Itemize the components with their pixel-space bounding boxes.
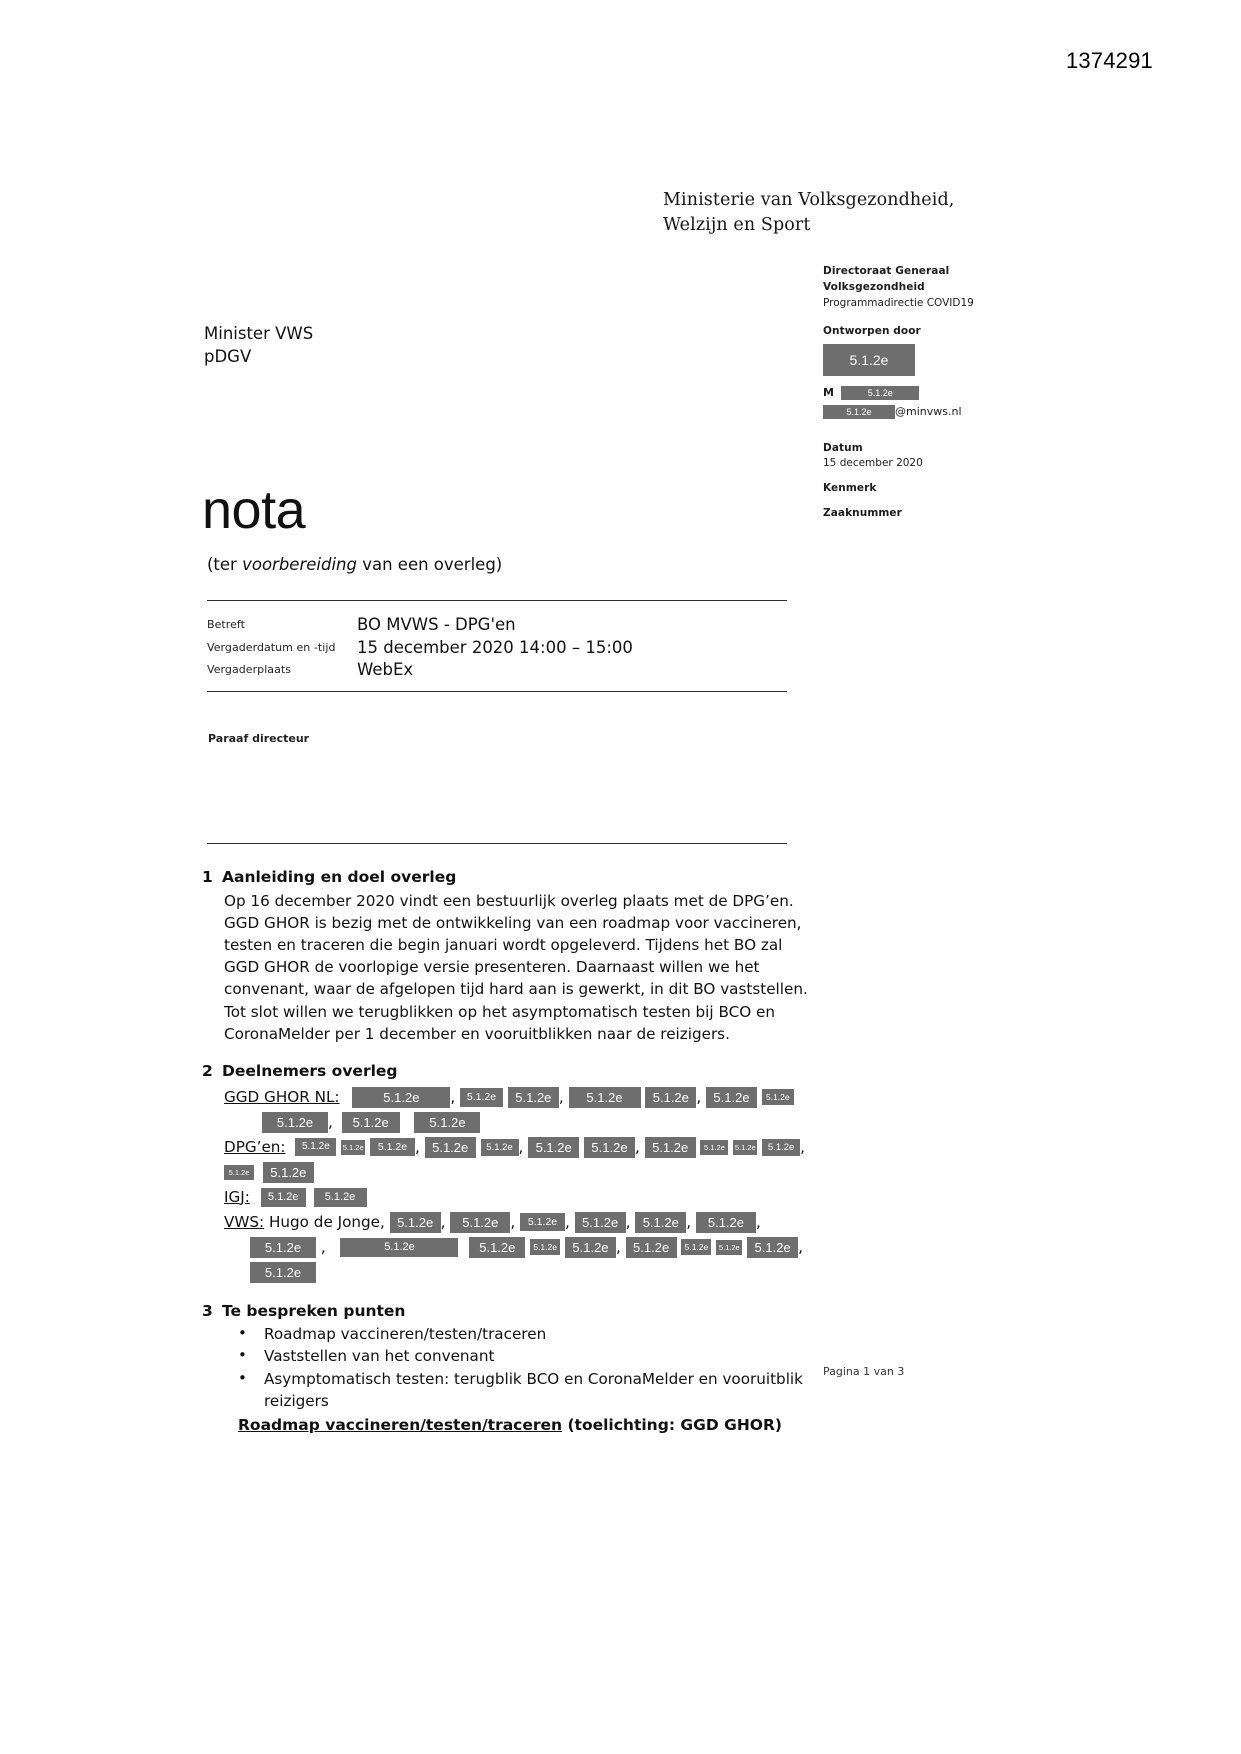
betreft-value: BO MVWS - DPG'en	[357, 615, 516, 634]
addressee-line-1: Minister VWS	[204, 324, 314, 343]
redaction-box: 5.1.2e	[530, 1239, 560, 1255]
list-item	[238, 1345, 812, 1367]
redaction-box: 5.1.2e	[370, 1138, 415, 1156]
zaaknummer-label: Zaaknummer	[823, 506, 902, 519]
participant-group-vws	[224, 1210, 812, 1235]
bullet-icon: •	[238, 1324, 247, 1343]
betreft-label: Betreft	[207, 618, 246, 631]
redaction-box: 5.1.2e	[528, 1137, 579, 1158]
roadmap-rest-label: (toelichting: GGD GHOR)	[562, 1415, 783, 1434]
redaction-box: 5.1.2e	[481, 1139, 519, 1156]
separator: ,	[518, 1137, 524, 1156]
table-row	[207, 637, 633, 660]
redaction-box: 5.1.2e	[263, 1162, 314, 1183]
ministry-line-2: Welzijn en Sport	[663, 215, 811, 236]
redaction-box: 5.1.2e	[716, 1240, 742, 1255]
separator: ,	[316, 1237, 326, 1256]
divider-top	[207, 600, 787, 601]
page-footer: Pagina 1 van 3	[823, 1365, 905, 1378]
directorate-line-2: Volksgezondheid	[823, 280, 925, 293]
redaction-box: 5.1.2e	[342, 1112, 400, 1133]
redaction-box: 5.1.2e	[340, 1238, 458, 1257]
section-3-number: 3	[202, 1301, 213, 1320]
participant-group-vws-cont-1	[250, 1235, 812, 1260]
list-item	[238, 1368, 812, 1412]
section-1-paragraph: Op 16 december 2020 vindt een bestuurlijk overleg plaats met de DPG’en. GGD GHOR is bezig met de ontwikkeling van een roadmap voor vaccineren, testen en traceren die begin januari wordt opgeleverd. Tijdens het BO zal GGD GHOR de voorlopige versie presenteren. Daarnaast willen we het convenant, waar de afgelopen tijd hard aan is gewerkt, in dit BO vaststellen. Tot slot willen we terugblikken op het asymptomatisch testen bij BCO en CoronaMelder per 1 december en vooruitblikken naar de reizigers.	[224, 891, 808, 1043]
redaction-box: 5.1.2e	[645, 1087, 696, 1108]
redaction-box: 5.1.2e	[469, 1237, 525, 1258]
redaction-box: 5.1.2e	[635, 1212, 686, 1233]
section-3-heading	[202, 1300, 812, 1323]
separator: ,	[696, 1087, 702, 1106]
separator: ,	[625, 1212, 631, 1231]
redaction-box: 5.1.2e	[390, 1212, 441, 1233]
ministry-line-1: Ministerie van Volksgezondheid,	[663, 190, 955, 210]
redaction-box: 5.1.2e	[584, 1137, 635, 1158]
redaction-email-user: 5.1.2e	[823, 405, 895, 419]
addressee-block	[204, 322, 313, 369]
redaction-box: 5.1.2e	[696, 1212, 756, 1233]
discussion-points-list	[202, 1323, 812, 1412]
separator: ,	[564, 1212, 570, 1231]
participants-list	[224, 1085, 812, 1285]
paraaf-directeur-label: Paraaf directeur	[208, 732, 310, 745]
redaction-box: 5.1.2e	[341, 1140, 365, 1155]
redaction-box: 5.1.2e	[250, 1262, 316, 1283]
table-row	[207, 614, 633, 637]
participant-group-ggd-ghor-cont	[262, 1110, 812, 1135]
meeting-details	[207, 614, 633, 682]
email-domain: @minvws.nl	[895, 404, 962, 418]
participant-label-ggd-ghor: GGD GHOR NL:	[224, 1087, 340, 1106]
bullet-icon: •	[238, 1346, 247, 1365]
redaction-box: 5.1.2e	[224, 1165, 254, 1180]
section-1-heading	[202, 866, 812, 889]
redaction-designed-by: 5.1.2e	[823, 344, 915, 376]
meeting-datetime-value: 15 december 2020 14:00 – 15:00	[357, 637, 633, 657]
redaction-box: 5.1.2e	[733, 1140, 757, 1155]
kenmerk-label: Kenmerk	[823, 482, 877, 494]
subtitle-pre: (ter	[207, 555, 243, 574]
date-label: Datum	[823, 441, 863, 454]
meeting-datetime-label: Vergaderdatum en -tijd	[207, 640, 336, 654]
date-value: 15 december 2020	[823, 457, 923, 470]
directorate-line-1: Directoraat Generaal	[823, 265, 950, 277]
section-2-number: 2	[202, 1061, 213, 1080]
list-item-label: Asymptomatisch testen: terugblik BCO en CoronaMelder en vooruitblik reizigers	[264, 1369, 803, 1410]
participant-group-ggd-ghor	[224, 1085, 812, 1110]
redaction-box: 5.1.2e	[425, 1137, 476, 1158]
list-item-label: Roadmap vaccineren/testen/traceren	[264, 1325, 547, 1344]
redaction-box: 5.1.2e	[508, 1087, 559, 1108]
divider-middle	[207, 691, 787, 692]
redaction-box: 5.1.2e	[762, 1089, 794, 1105]
redaction-box: 5.1.2e	[250, 1237, 316, 1258]
section-2-title: Deelnemers overleg	[222, 1061, 398, 1080]
divider-body	[207, 843, 787, 844]
addressee-line-2: pDGV	[204, 347, 252, 367]
separator: ,	[798, 1237, 803, 1256]
section-1-title: Aanleiding en doel overleg	[222, 868, 457, 886]
redaction-box: 5.1.2e	[460, 1088, 503, 1107]
redaction-box: 5.1.2e	[706, 1087, 757, 1108]
participant-group-vws-cont-2	[250, 1260, 812, 1285]
ministry-wordmark	[663, 188, 954, 239]
redaction-phone: 5.1.2e	[841, 386, 919, 400]
meeting-place-label: Vergaderplaats	[207, 663, 292, 676]
roadmap-underlined-label: Roadmap vaccineren/testen/traceren	[238, 1415, 563, 1434]
phone-prefix: M	[823, 386, 834, 399]
separator: ,	[510, 1212, 516, 1231]
subtitle-emphasis: voorbereiding	[242, 555, 357, 574]
redaction-box: 5.1.2e	[262, 1112, 328, 1133]
roadmap-subheading	[238, 1414, 812, 1437]
document-number: 1374291	[1065, 48, 1153, 73]
separator: ,	[755, 1212, 761, 1231]
redaction-box: 5.1.2e	[747, 1237, 798, 1258]
redaction-box: 5.1.2e	[520, 1213, 565, 1231]
separator: ,	[635, 1137, 640, 1156]
page-subtitle	[207, 555, 502, 574]
separator: ,	[615, 1237, 621, 1256]
separator: ,	[328, 1112, 333, 1131]
section-2-heading	[202, 1060, 812, 1083]
redaction-box: 5.1.2e	[626, 1237, 677, 1258]
redaction-box: 5.1.2e	[575, 1212, 626, 1233]
participant-label-igj: IGJ:	[224, 1187, 250, 1206]
separator: ,	[450, 1087, 456, 1106]
programme-line: Programmadirectie COVID19	[823, 296, 974, 309]
designed-by-label: Ontworpen door	[823, 325, 921, 338]
redaction-box: 5.1.2e	[762, 1139, 800, 1156]
section-1-number: 1	[202, 868, 213, 886]
redaction-box: 5.1.2e	[569, 1087, 641, 1108]
separator: ,	[440, 1212, 446, 1231]
participant-label-dpgen: DPG’en:	[224, 1137, 286, 1156]
redaction-box: 5.1.2e	[645, 1137, 696, 1158]
separator: ,	[800, 1137, 805, 1156]
table-row	[207, 659, 633, 682]
page-title: nota	[202, 480, 306, 540]
participant-named-vws: Hugo de Jonge,	[269, 1212, 385, 1231]
participant-label-vws: VWS:	[224, 1212, 265, 1231]
meta-column	[823, 264, 1123, 522]
redaction-box: 5.1.2e	[450, 1212, 510, 1233]
participant-group-igj	[224, 1185, 812, 1210]
redaction-box: 5.1.2e	[352, 1087, 450, 1108]
redaction-box: 5.1.2e	[700, 1140, 728, 1155]
separator: ,	[415, 1137, 420, 1156]
redaction-box: 5.1.2e	[414, 1112, 480, 1133]
participant-group-dpgen-cont	[224, 1160, 812, 1185]
section-3-title: Te bespreken punten	[222, 1301, 406, 1320]
subtitle-post: van een overleg)	[356, 555, 503, 574]
separator: ,	[686, 1212, 692, 1231]
list-item-label: Vaststellen van het convenant	[264, 1347, 495, 1366]
list-item	[238, 1323, 812, 1345]
participant-group-dpgen	[224, 1135, 812, 1160]
redaction-box: 5.1.2e	[565, 1237, 616, 1258]
redaction-box: 5.1.2e	[314, 1188, 367, 1207]
redaction-box: 5.1.2e	[295, 1138, 336, 1156]
separator: ,	[558, 1087, 564, 1106]
redaction-box: 5.1.2e	[681, 1239, 711, 1255]
document-body	[202, 866, 812, 1437]
redaction-box: 5.1.2e	[261, 1188, 306, 1207]
bullet-icon: •	[238, 1368, 247, 1387]
meeting-place-value: WebEx	[357, 660, 414, 679]
